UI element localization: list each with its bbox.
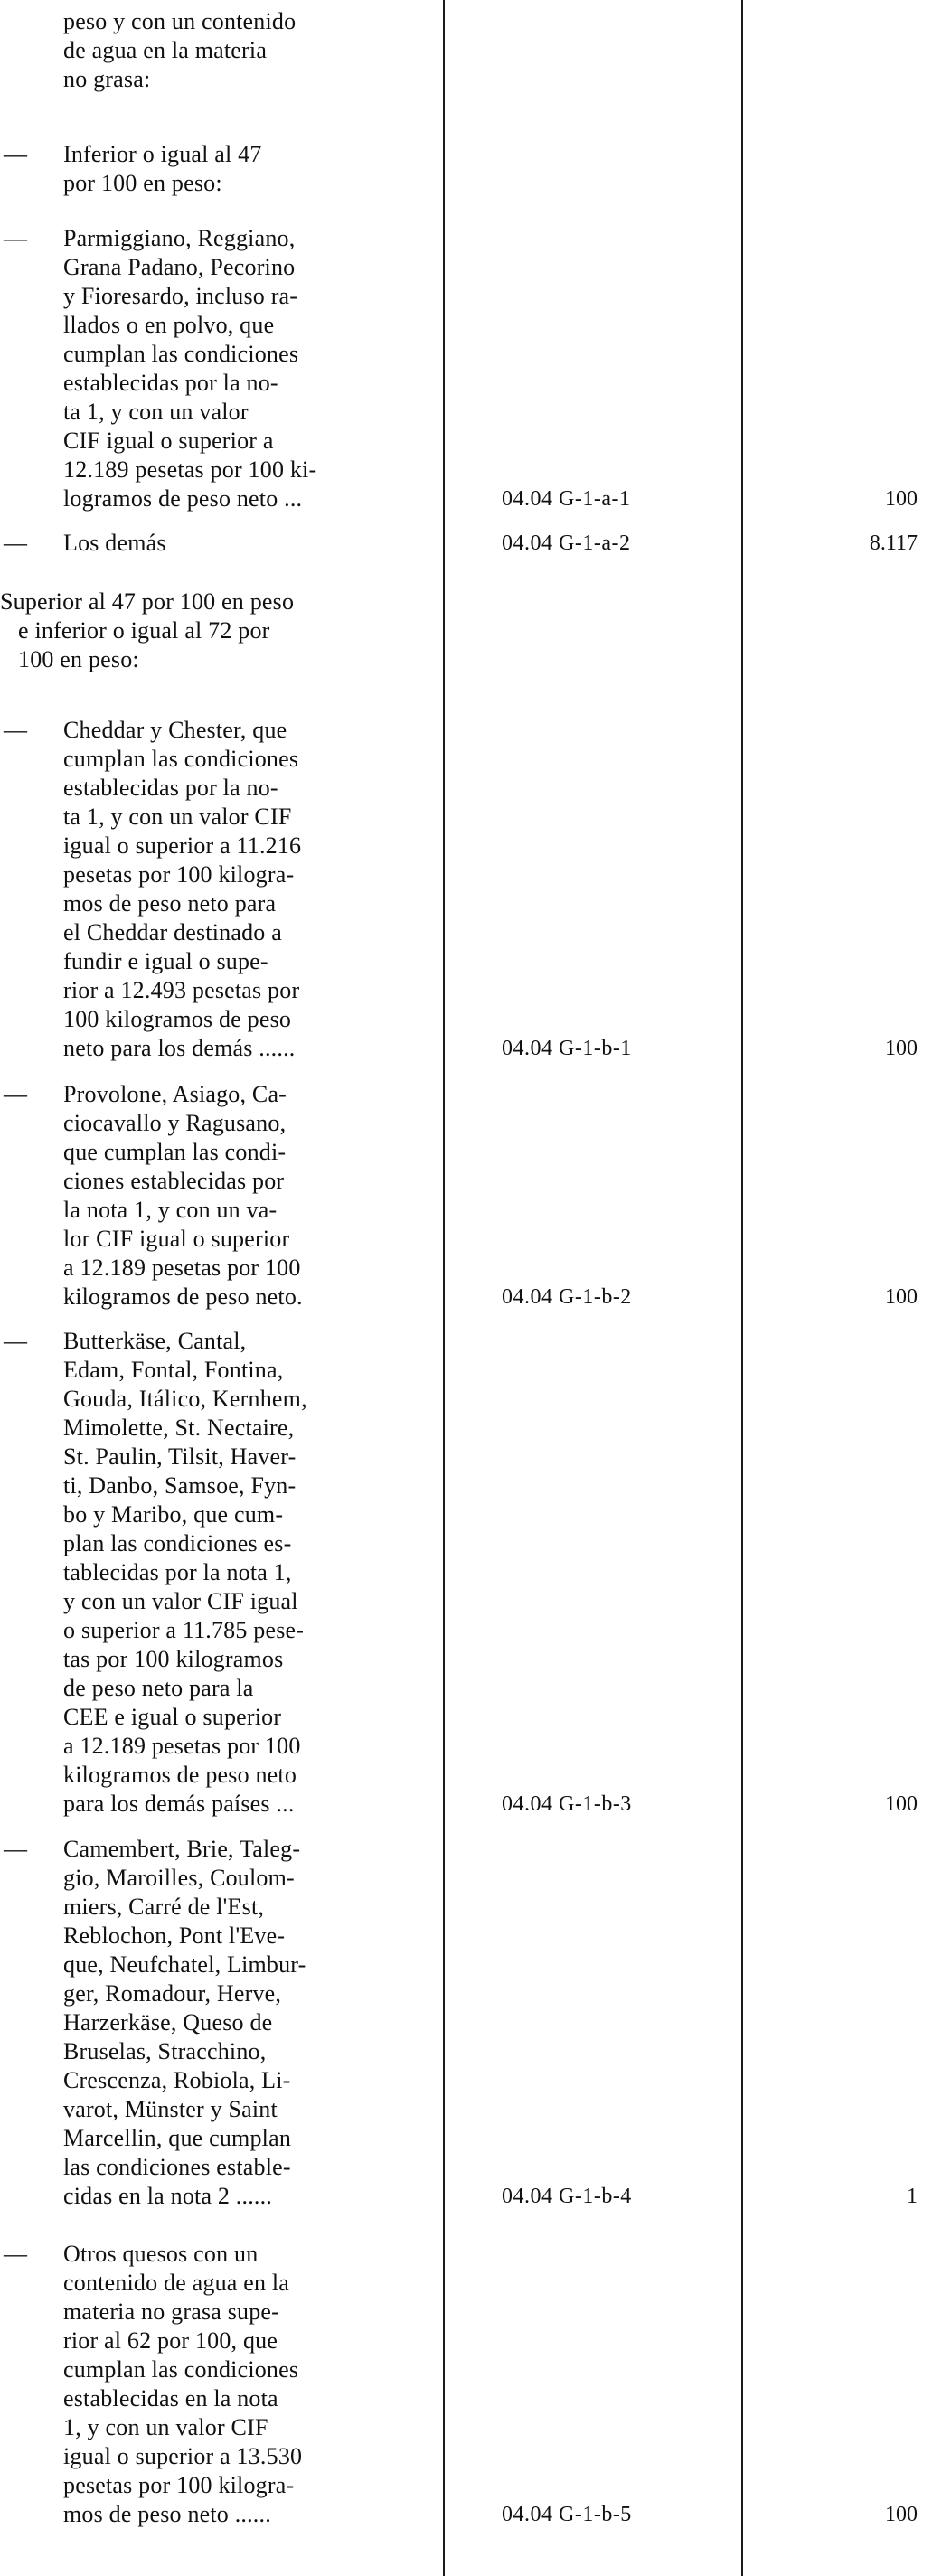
description-line: las condiciones estable- [63,2154,291,2180]
description-line: que cumplan las condi- [63,1139,287,1165]
description-line: Provolone, Asiago, Ca- [63,1081,287,1107]
description-line: el Cheddar destinado a [63,919,282,945]
description-line: Crescenza, Robiola, Li- [63,2067,291,2093]
description-line: Camembert, Brie, Taleg- [63,1836,301,1862]
entry-dash: — [4,225,27,251]
description-line: establecidas en la nota [63,2385,278,2411]
description-line: lor CIF igual o superior [63,1226,290,1252]
description-line: pesetas por 100 kilogra- [63,2472,295,2498]
description-line: Los demás [63,530,166,556]
description-line: Harzerkäse, Queso de [63,2009,273,2035]
description-line: Otros quesos con un [63,2241,259,2267]
entry-dash: — [4,717,27,743]
description-line: cumplan las condiciones [63,2356,299,2383]
description-line: y Fioresardo, incluso ra- [63,283,298,309]
description-line: 12.189 pesetas por 100 ki- [63,456,317,483]
description-line: CIF igual o superior a [63,428,274,454]
entry-description-parmigiano [63,224,434,513]
description-line: 1, y con un valor CIF [63,2414,268,2440]
description-line: no grasa: [63,66,151,92]
description-line: mos de peso neto para [63,890,277,917]
entry-description-intro [63,7,434,94]
description-line: cidas en la nota 2 ...... [63,2183,272,2209]
description-line: Grana Padano, Pecorino [63,254,296,280]
description-line: fundir e igual o supe- [63,948,268,974]
description-line: cumplan las condiciones [63,341,299,367]
tariff-code: 04.04 G-1-a-2 [502,531,631,555]
description-line: ciocavallo y Ragusano, [63,1110,287,1136]
entry-dash: — [4,530,27,556]
tariff-code: 04.04 G-1-a-1 [502,487,631,511]
description-line: cumplan las condiciones [63,746,299,772]
description-line: kilogramos de peso neto [63,1762,297,1788]
description-line: igual o superior a 11.216 [63,832,302,859]
tariff-code: 04.04 G-1-b-5 [502,2503,632,2526]
description-line: que, Neufchatel, Limbur- [63,1951,306,1978]
description-line: de agua en la materia [63,37,268,63]
description-line: rior al 62 por 100, que [63,2327,278,2354]
description-line: Mimolette, St. Nectaire, [63,1415,295,1441]
description-line: Gouda, Itálico, Kernhem, [63,1386,307,1412]
description-line: tas por 100 kilogramos [63,1646,284,1672]
duty-rate: 100 [885,2503,918,2526]
description-line: Inferior o igual al 47 [63,141,262,167]
description-line: gio, Maroilles, Coulom- [63,1865,295,1891]
description-line: o superior a 11.785 pese- [63,1617,305,1643]
tariff-code: 04.04 G-1-b-3 [502,1792,632,1816]
description-line: mos de peso neto ...... [63,2501,271,2527]
entry-description-los-demas [63,529,434,558]
description-line: ta 1, y con un valor CIF [63,804,292,830]
duty-rate: 8.117 [869,531,918,555]
description-line: igual o superior a 13.530 [63,2443,303,2469]
column-divider-right [741,0,743,2576]
description-line: por 100 en peso: [63,170,222,196]
description-line: CEE e igual o superior [63,1704,282,1730]
description-line: tablecidas por la nota 1, [63,1559,292,1585]
entry-description-otros [63,2240,434,2529]
description-line: ti, Danbo, Samsoe, Fyn- [63,1472,297,1499]
entry-dash: — [4,1836,27,1862]
entry-description-superior47 [0,588,434,674]
duty-rate: 100 [885,1792,918,1816]
description-line: kilogramos de peso neto. [63,1283,303,1310]
description-line: rior a 12.493 pesetas por [63,977,300,1003]
description-line: logramos de peso neto ... [63,485,303,512]
duty-rate: 100 [885,1285,918,1309]
description-line: bo y Maribo, que cum- [63,1501,284,1528]
description-line: establecidas por la no- [63,370,278,396]
description-line: Butterkäse, Cantal, [63,1328,247,1354]
description-line: llados o en polvo, que [63,312,275,338]
description-line: a 12.189 pesetas por 100 [63,1733,301,1759]
description-line: 100 kilogramos de peso [63,1006,292,1032]
entry-description-inferior47 [63,140,434,198]
description-line: pesetas por 100 kilogra- [63,861,295,888]
description-line: neto para los demás ...... [63,1035,296,1061]
description-line: ciones establecidas por [63,1168,285,1194]
description-line: establecidas por la no- [63,775,278,801]
description-line: Bruselas, Stracchino, [63,2038,267,2064]
description-line: la nota 1, y con un va- [63,1197,278,1223]
entry-description-butterkase [63,1327,434,1819]
description-line: miers, Carré de l'Est, [63,1894,265,1920]
description-line: Parmiggiano, Reggiano, [63,225,296,251]
tariff-code: 04.04 G-1-b-2 [502,1285,632,1309]
description-line: Cheddar y Chester, que [63,717,287,743]
tariff-code: 04.04 G-1-b-1 [502,1037,632,1060]
description-line: Marcellin, que cumplan [63,2125,292,2151]
column-divider-left [443,0,445,2576]
duty-rate: 100 [885,1037,918,1060]
description-line: a 12.189 pesetas por 100 [63,1255,301,1281]
entry-description-cheddar [63,716,434,1063]
description-line: ta 1, y con un valor [63,399,249,425]
description-line: e inferior o igual al 72 por [18,617,270,644]
description-line: peso y con un contenido [63,8,297,34]
tariff-code: 04.04 G-1-b-4 [502,2185,632,2208]
description-line: Reblochon, Pont l'Eve- [63,1923,286,1949]
description-line: contenido de agua en la [63,2270,290,2296]
description-line: St. Paulin, Tilsit, Haver- [63,1443,297,1470]
entry-description-camembert [63,1835,434,2211]
description-line: Edam, Fontal, Fontina, [63,1357,284,1383]
description-line: y con un valor CIF igual [63,1588,298,1614]
description-line: plan las condiciones es- [63,1530,292,1556]
description-line: ger, Romadour, Herve, [63,1980,282,2007]
entry-dash: — [4,141,27,167]
description-line: materia no grasa supe- [63,2299,280,2325]
description-line: varot, Münster y Saint [63,2096,278,2122]
description-line: Superior al 47 por 100 en peso [0,588,295,615]
description-line: para los demás países ... [63,1791,295,1817]
duty-rate: 1 [907,2185,918,2208]
entry-dash: — [4,1081,27,1107]
description-line: 100 en peso: [18,646,139,672]
description-line: de peso neto para la [63,1675,254,1701]
entry-description-provolone [63,1080,434,1312]
entry-dash: — [4,2241,27,2267]
duty-rate: 100 [885,487,918,511]
entry-dash: — [4,1328,27,1354]
